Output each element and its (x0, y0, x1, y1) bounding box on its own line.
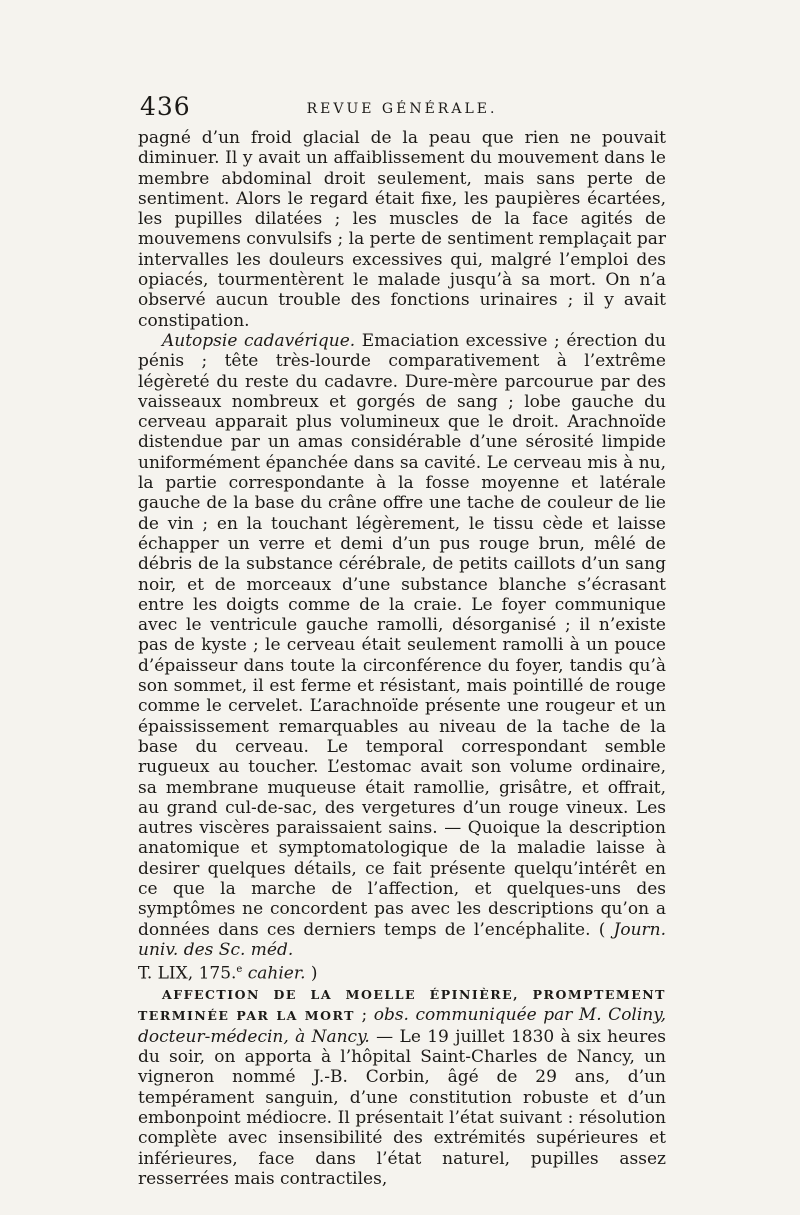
paragraph-case (138, 984, 666, 1189)
autopsy-text: Emaciation excessive ; érection du pénis ; tête très-lourde comparativement à l’extrême légèreté du reste du cadavre. Dure-mère parcourue par des vaisseaux nombreux et gorgés de sang ; lobe gauche du cerveau apparait plus volumineux que le droit. Arachnoïde distendue par un amas considérable d’une sérosité limpide uniformément épanchée dans sa cavité. Le cerveau mis à nu, la partie correspondante à la fosse moyenne et latérale gauche de la base du crâne offre une tache de couleur de lie de vin ; en la touchant légèrement, le tissu cède et laisse échapper un verre et demi d’un pus rouge brun, mêlé de débris de la substance cérébrale, de petits caillots d’un sang noir, et de morceaux d’une substance blanche s’écrasant entre les doigts comme de la craie. Le foyer communique avec le ventricule gauche ramolli, désorganisé ; il n’existe pas de kyste ; le cerveau était seulement ramolli à un pouce d’épaisseur dans toute la circonférence du foyer, tandis qu’à son sommet, il est ferme et résistant, mais pointillé de rouge comme le cervelet. L’arachnoïde présente une rougeur et un épaississement remarquables au niveau de la tache de la base du cerveau. Le temporal correspondant semble rugueux au toucher. L’estomac avait son volume ordinaire, sa membrane muqueuse était ramollie, grisâtre, et offrait, au grand cul-de-sac, des vergetures d’un rouge vineux. Les autres viscères paraissaient sains. — Quoique la description anatomique et symptomatologique de la maladie laisse à desirer quelques détails, ce fait présente quelqu’intérêt en ce que la marche de l’affection, et quelques-uns des symptômes ne concordent pas avec les descriptions qu’on a données dans ces derniers temps de l’encéphalite. ( (138, 330, 666, 940)
page-header (140, 92, 664, 126)
case-title: AFFECTION DE LA MOELLE ÉPINIÈRE, PROMPTEMENT TERMINÉE PAR LA MORT (138, 987, 666, 1024)
paragraph-symptoms: pagné d’un froid glacial de la peau que rien ne pouvait diminuer. Il y avait un affaiblissement du mouvement dans le membre abdominal droit seulement, mais sans perte de sentiment. Alors le regard était fixe, les paupières écartées, les pupilles dilatées ; les muscles de la face agités de mouvemens convulsifs ; la perte de sentiment remplaçait par intervalles les douleurs excessives qui, malgré l’emploi des opiacés, tourmentèrent le malade jusqu’à sa mort. On n’a observé aucun trouble des fonctions urinaires ; il y avait constipation. (138, 128, 666, 331)
case-separator: ; (354, 1005, 374, 1026)
page-number: 436 (140, 92, 191, 121)
citation-superscript: e (236, 964, 243, 976)
citation-volume: T. LIX, 175. (138, 963, 237, 984)
paragraph-autopsy (138, 331, 666, 984)
citation-close: ) (305, 963, 318, 984)
citation-cahier: cahier. (242, 963, 306, 984)
body-text (138, 128, 666, 1189)
case-text: — Le 19 juillet 1830 à six heures du soir, on apporta à l’hôpital Saint-Charles de Nancy, un vigneron nommé J.-B. Corbin, âgé de 29 ans, d’un tempérament sanguin, d’une constitution robuste et d’un embonpoint médiocre. Il présentait l’état suivant : résolution complète avec insensibilité des extrémités supérieures et inférieures, face dans l’état naturel, pupilles assez resserrées mais contractiles, (138, 1026, 666, 1189)
case-observer: obs. communiquée par M. Coliny, docteur-médecin, à Nancy. (138, 1005, 666, 1047)
citation-journal: Journ. univ. des Sc. méd. (138, 919, 666, 960)
running-title: REVUE GÉNÉRALE. (306, 101, 498, 117)
autopsy-heading: Autopsie cadavérique. (162, 330, 356, 351)
